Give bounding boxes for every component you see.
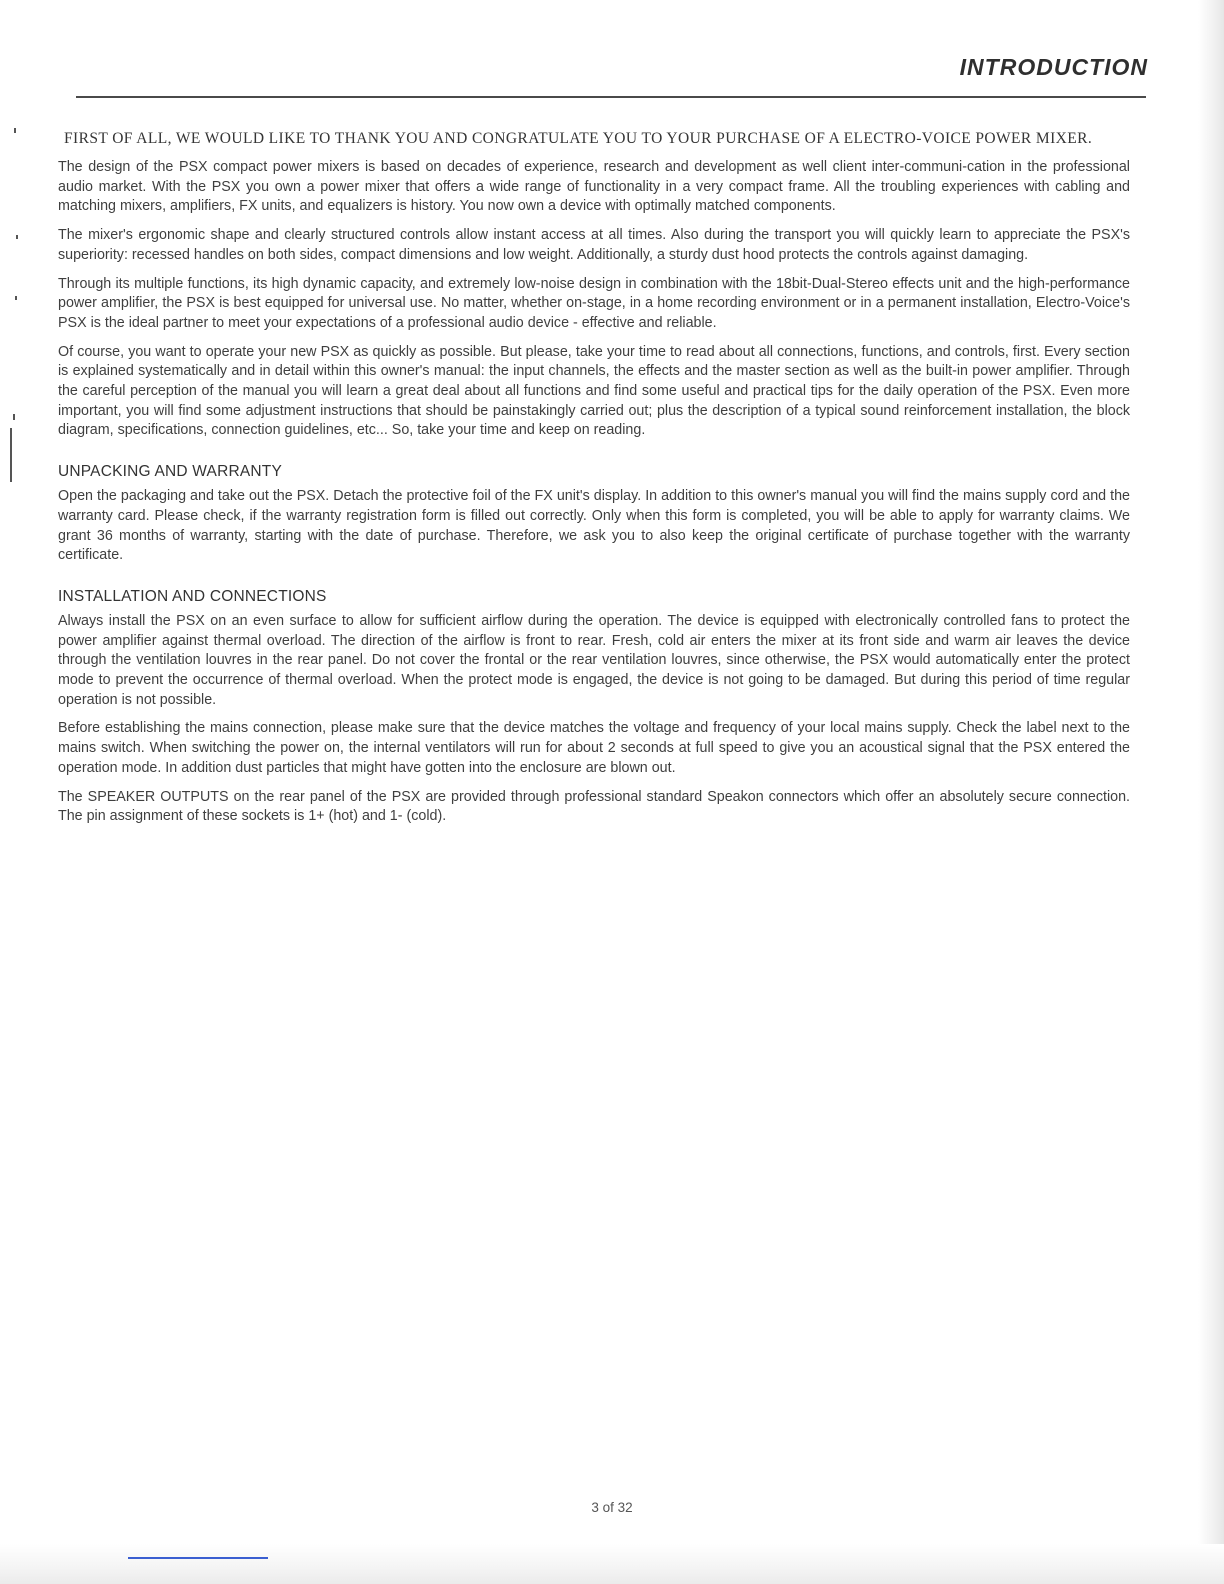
margin-mark — [15, 296, 17, 300]
installation-paragraph: The SPEAKER OUTPUTS on the rear panel of the PSX are provided through professional standard Speakon connectors which offer an absolutely secure connection. The pin assignment of these sockets is 1+ (hot) and 1- (cold). — [58, 788, 1130, 825]
intro-heading: FIRST OF ALL, WE WOULD LIKE TO THANK YOU AND CONGRATULATE YOU TO YOUR PURCHASE OF A ELECTRO-VOICE POWER MIXER. — [64, 130, 1093, 147]
unpacking-heading: UNPACKING AND WARRANTY — [58, 463, 283, 481]
margin-mark — [16, 235, 18, 239]
header-divider — [76, 96, 1146, 98]
margin-mark — [14, 128, 16, 133]
intro-paragraph: The design of the PSX compact power mixers is based on decades of experience, research and development as well client inter-communi-cation in the professional audio market. With the PSX you own a power mixer that offers a wide range of functionality in a very compact frame. All the troubling experiences with cabling and matching mixers, amplifiers, FX units, and equalizers is history. You now own a device with optimally matched components. — [58, 159, 1130, 215]
installation-paragraph: Always install the PSX on an even surface to allow for sufficient airflow during the operation. The device is equipped with electronically controlled fans to protect the power amplifier against thermal overload. The direction of the airflow is front to rear. Fresh, cold air enters the mixer at its front side and warm air leaves the device through the ventilation louvres in the rear panel. Do not cover the frontal or the rear ventilation louvres, since otherwise, the PSX would automatically enter the protect mode to prevent the occurrence of thermal overload. When the protect mode is engaged, the device is not going to be damaged. But during this period of time regular operation is not possible. — [58, 612, 1130, 708]
scan-shadow-bottom — [0, 1544, 1224, 1584]
main-content — [58, 128, 1130, 836]
installation-paragraph: Before establishing the mains connection, please make sure that the device matches the voltage and frequency of your local mains supply. Check the label next to the mains switch. When switching the power on, the internal ventilators will run for about 2 seconds at full speed to give you an acoustical signal that the PSX entered the operation mode. In addition dust particles that might have gotten into the enclosure are blown out. — [58, 720, 1130, 776]
margin-mark — [13, 414, 15, 420]
page-header-title: INTRODUCTION — [959, 54, 1148, 80]
installation-heading: INSTALLATION AND CONNECTIONS — [58, 587, 327, 605]
intro-paragraph: Of course, you want to operate your new PSX as quickly as possible. But please, take your time to read about all connections, functions, and controls, first. Every section is explained systematically and in detail within this owner's manual: the input channels, the effects and the master section as well as the built-in power amplifier. Through the careful perception of the manual you will learn a great deal about all functions and find some useful and practical tips for the daily operation of the PSX. Even more important, you will find some adjustment instructions that should be painstakingly carried out; plus the description of a typical sound reinforcement installation, the block diagram, specifications, connection guidelines, etc... So, take your time and keep on reading. — [58, 343, 1130, 439]
intro-paragraph: Through its multiple functions, its high dynamic capacity, and extremely low-noise design in combination with the 18bit-Dual-Stereo effects unit and the high-performance power amplifier, the PSX is best equipped for universal use. No matter, whether on-stage, in a home recording environment or in a permanent installation, Electro-Voice's PSX is the ideal partner to meet your expectations of a professional audio device - effective and reliable. — [58, 275, 1130, 331]
page-number: 3 of 32 — [591, 1500, 633, 1515]
margin-mark — [10, 428, 12, 482]
link-underline — [128, 1557, 268, 1559]
intro-paragraph: The mixer's ergonomic shape and clearly structured controls allow instant access at all times. Also during the transport you will quickly learn to appreciate the PSX's superiority: recessed handles on both sides, compact dimensions and low weight. Additionally, a sturdy dust hood protects the controls against damaging. — [58, 227, 1130, 263]
unpacking-paragraph: Open the packaging and take out the PSX. Detach the protective foil of the FX unit's display. In addition to this owner's manual you will find the mains supply cord and the warranty card. Please check, if the warranty registration form is filled out correctly. Only when this form is completed, you will be able to apply for warranty claims. We grant 36 months of warranty, starting with the date of purchase. Therefore, we ask you to also keep the original certificate of purchase together with the warranty certificate. — [58, 488, 1130, 564]
scan-shadow-right — [1198, 0, 1224, 1584]
